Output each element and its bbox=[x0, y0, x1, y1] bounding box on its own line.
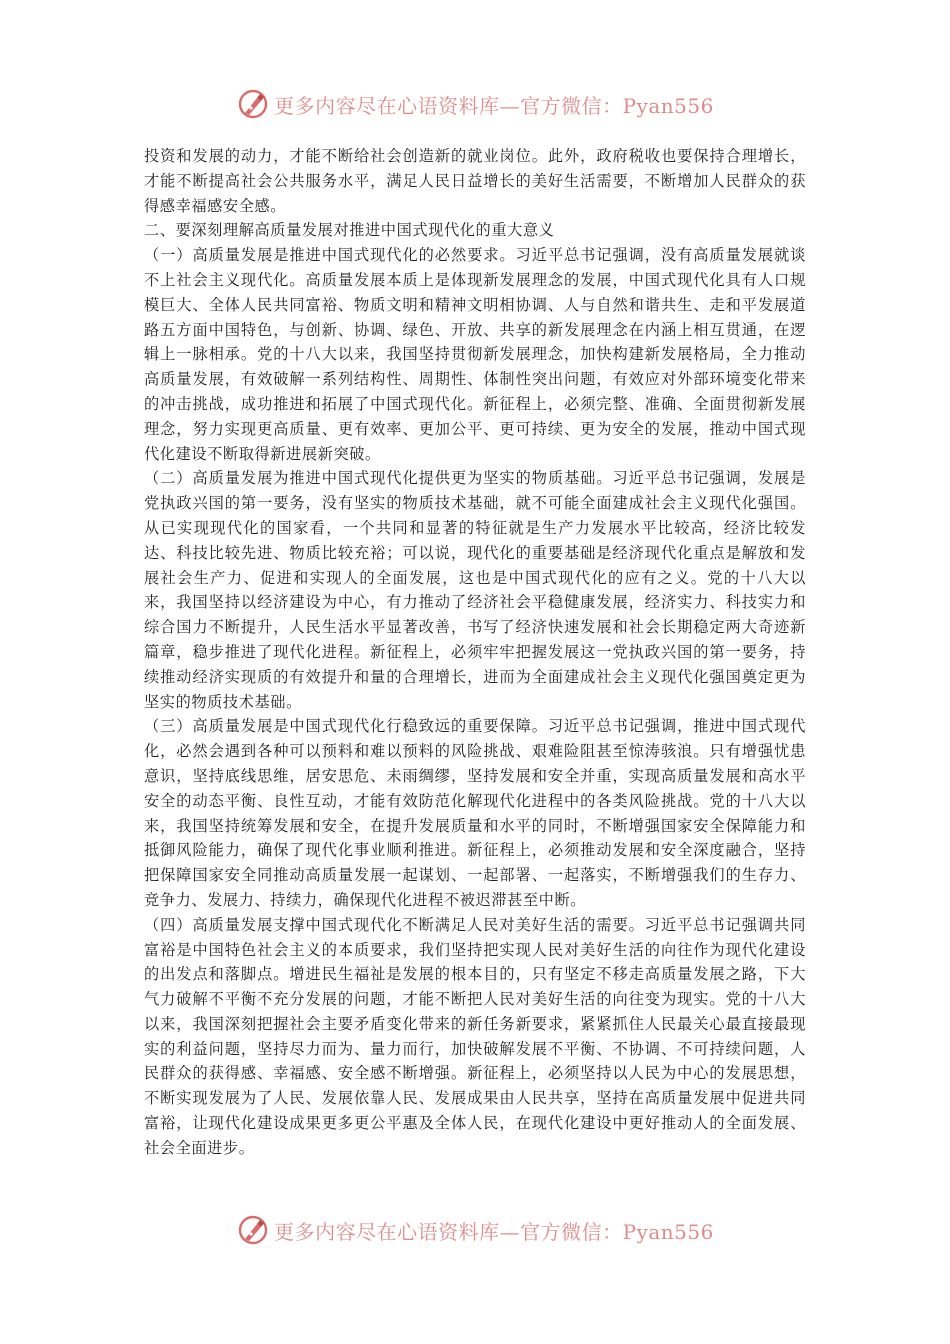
pen-nib-circle-icon bbox=[236, 87, 270, 121]
header-watermark-banner bbox=[0, 82, 950, 126]
paragraph: 投资和发展的动力，才能不断给社会创造新的就业岗位。此外，政府税收也要保持合理增长，才能不断提高社会公共服务水平，满足人民日益增长的美好生活需要，不断增加人民群众的获得感幸福感安全感。 bbox=[144, 147, 806, 215]
watermark-text: 更多内容尽在心语资料库—官方微信：Pyan556 bbox=[274, 1219, 714, 1244]
paragraph: （二）高质量发展为推进中国式现代化提供更为坚实的物质基础。习近平总书记强调，发展是党执政兴国的第一要务，没有坚实的物质技术基础，就不可能全面建成社会主义现代化强国。从已实现现代化的国家看，一个共同和显著的特征就是生产力发展水平比较高，经济比较发达、科技比较先进、物质比较充裕；可以说，现代化的重要基础是经济现代化重点是解放和发展社会生产力、促进和实现人的全面发展，这也是中国式现代化的应有之义。党的十八大以来，我国坚持以经济建设为中心，有力推动了经济社会平稳健康发展，经济实力、科技实力和综合国力不断提升，人民生活水平显著改善，书写了经济快速发展和社会长期稳定两大奇迹新篇章，稳步推进了现代化进程。新征程上，必须牢牢把握发展这一党执政兴国的第一要务，持续推动经济实现质的有效提升和量的合理增长，进而为全面建成社会主义现代化强国奠定更为坚实的物质技术基础。 bbox=[144, 469, 806, 711]
pen-nib-circle-icon bbox=[236, 1213, 270, 1247]
paragraph: （四）高质量发展支撑中国式现代化不断满足人民对美好生活的需要。习近平总书记强调共同富裕是中国特色社会主义的本质要求，我们坚持把实现人民对美好生活的向往作为现代化建设的出发点和落脚点。增进民生福祉是发展的根本目的，只有坚定不移走高质量发展之路，下大气力破解不平衡不充分发展的问题，才能不断把人民对美好生活的向往变为现实。党的十八大以来，我国深刻把握社会主要矛盾变化带来的新任务新要求，紧紧抓住人民最关心最直接最现实的利益问题，坚持尽力而为、量力而行，加快破解发展不平衡、不协调、不可持续问题，人民群众的获得感、幸福感、安全感不断增强。新征程上，必须坚持以人民为中心的发展思想，不断实现发展为了人民、发展依靠人民、发展成果由人民共享，坚持在高质量发展中促进共同富裕，让现代化建设成果更多更公平惠及全体人民，在现代化建设中更好推动人的全面发展、社会全面进步。 bbox=[144, 915, 806, 1157]
document-body bbox=[144, 144, 806, 1161]
paragraph: （一）高质量发展是推进中国式现代化的必然要求。习近平总书记强调，没有高质量发展就谈不上社会主义现代化。高质量发展本质上是体现新发展理念的发展，中国式现代化具有人口规模巨大、全体人民共同富裕、物质文明和精神文明相协调、人与自然和谐共生、走和平发展道路五方面中国特色，与创新、协调、绿色、开放、共享的新发展理念在内涵上相互贯通，在逻辑上一脉相承。党的十八大以来，我国坚持贯彻新发展理念，加快构建新发展格局，全力推动高质量发展，有效破解一系列结构性、周期性、体制性突出问题，有效应对外部环境变化带来的冲击挑战，成功推进和拓展了中国式现代化。新征程上，必须完整、准确、全面贯彻新发展理念，努力实现更高质量、更有效率、更加公平、更可持续、更为安全的发展，推动中国式现代化建设不断取得新进展新突破。 bbox=[144, 246, 806, 463]
paragraph: （三）高质量发展是中国式现代化行稳致远的重要保障。习近平总书记强调，推进中国式现代化，必然会遇到各种可以预料和难以预料的风险挑战、艰难险阻甚至惊涛骇浪。只有增强忧患意识，坚持底线思维，居安思危、未雨绸缪，坚持发展和安全并重，实现高质量发展和高水平安全的动态平衡、良性互动，才能有效防范化解现代化进程中的各类风险挑战。党的十八大以来，我国坚持统筹发展和安全，在提升发展质量和水平的同时，不断增强国家安全保障能力和抵御风险能力，确保了现代化事业顺利推进。新征程上，必须推动发展和安全深度融合，坚持把保障国家安全同推动高质量发展一起谋划、一起部署、一起落实，不断增强我们的生存力、竞争力、发展力、持续力，确保现代化进程不被迟滞甚至中断。 bbox=[144, 717, 806, 909]
footer-watermark-banner bbox=[0, 1208, 950, 1252]
section-heading: 二、要深刻理解高质量发展对推进中国式现代化的重大意义 bbox=[144, 221, 555, 240]
watermark-text: 更多内容尽在心语资料库—官方微信：Pyan556 bbox=[274, 93, 714, 118]
